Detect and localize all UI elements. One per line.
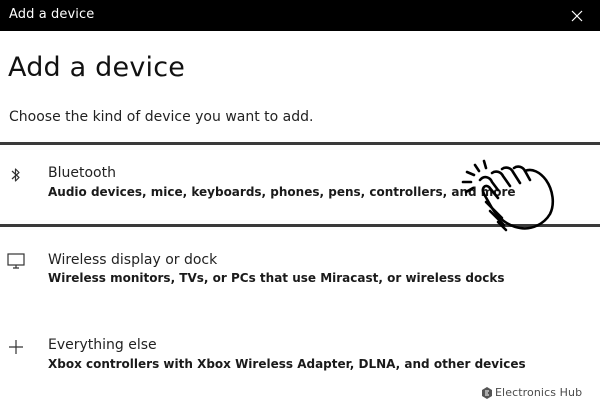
page-subtitle: Choose the kind of device you want to add. — [9, 109, 314, 125]
close-icon — [571, 10, 583, 22]
option-wireless-display-description: Wireless monitors, TVs, or PCs that use Miracast, or wireless docks — [48, 271, 505, 285]
plus-icon — [6, 337, 26, 357]
option-bluetooth-name: Bluetooth — [48, 165, 116, 181]
watermark-text: Electronics Hub — [495, 386, 583, 399]
window-title: Add a device — [9, 7, 95, 22]
option-bluetooth-description: Audio devices, mice, keyboards, phones, pens, controllers, and more — [48, 185, 516, 199]
page-heading: Add a device — [8, 52, 186, 83]
tap-hand-icon — [458, 158, 558, 234]
title-bar — [0, 0, 600, 31]
option-everything-else-description: Xbox controllers with Xbox Wireless Adapter, DLNA, and other devices — [48, 357, 526, 371]
monitor-icon — [6, 251, 26, 271]
close-button[interactable] — [554, 0, 600, 31]
logo-icon — [482, 387, 492, 399]
bluetooth-icon — [6, 165, 26, 185]
option-everything-else-name: Everything else — [48, 337, 157, 353]
watermark — [482, 386, 582, 399]
option-everything-else[interactable] — [0, 310, 600, 390]
option-wireless-display[interactable] — [0, 227, 600, 307]
option-wireless-display-name: Wireless display or dock — [48, 252, 218, 268]
